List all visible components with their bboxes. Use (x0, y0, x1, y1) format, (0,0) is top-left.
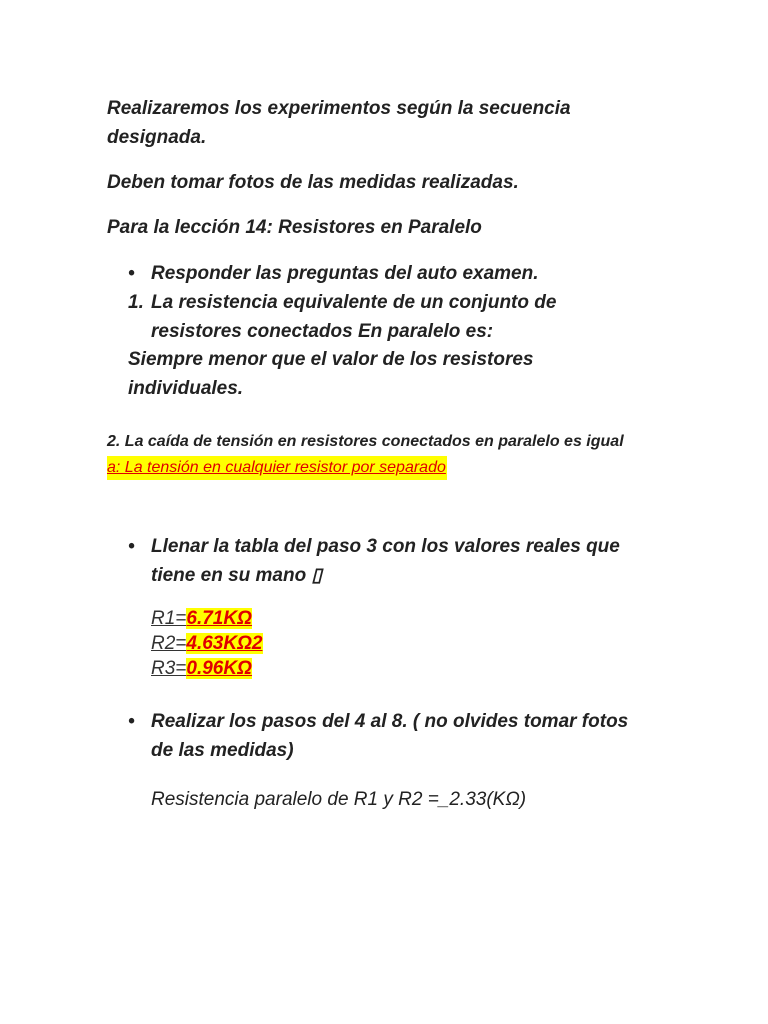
r2-row (151, 631, 263, 656)
steps-line-2: de las medidas) (151, 740, 294, 761)
table-step-line-1: Llenar la tabla del paso 3 con los valores reales que (151, 536, 620, 557)
r1-row (151, 606, 263, 631)
r2-label: R2= (151, 633, 187, 654)
table-step-text (151, 532, 651, 590)
question-1-text (151, 288, 651, 346)
bullet-marker: • (128, 263, 135, 284)
r3-value: 0.96KΩ (186, 658, 252, 679)
steps-line-1: Realizar los pasos del 4 al 8. ( no olvides tomar fotos (151, 711, 629, 732)
steps-text (151, 707, 651, 765)
r3-row (151, 656, 263, 681)
r3-label: R3= (151, 658, 187, 679)
answer-1-line-1: Siempre menor que el valor de los resistores (128, 349, 534, 370)
r1-label: R1= (151, 608, 187, 629)
selfexam-item-text: Responder las preguntas del auto examen. (151, 263, 539, 284)
intro-paragraph (107, 94, 667, 152)
question-2: 2. La caída de tensión en resistores conectados en paralelo es igual (107, 433, 624, 450)
answer-1-line-2: individuales. (128, 378, 244, 399)
parallel-resistance-result: Resistencia paralelo de R1 y R2 =_2.33(KΩ) (151, 789, 527, 810)
question-1-number: 1. (128, 292, 144, 313)
question-1-line-2: resistores conectados En paralelo es: (151, 321, 494, 342)
lesson-heading: Para la lección 14: Resistores en Paralelo (107, 217, 482, 238)
bullet-marker: • (128, 711, 135, 732)
intro-line-2: designada. (107, 127, 207, 148)
photos-instruction: Deben tomar fotos de las medidas realizadas. (107, 172, 519, 193)
resistor-values (151, 606, 263, 681)
table-step-line-2: tiene en su mano (151, 565, 312, 586)
bullet-marker: • (128, 536, 135, 557)
intro-line-1: Realizaremos los experimentos según la secuencia (107, 98, 571, 119)
r1-value: 6.71KΩ (186, 608, 252, 629)
answer-2-highlighted: a: La tensión en cualquier resistor por separado (107, 456, 447, 480)
r2-value: 4.63KΩ2 (186, 633, 263, 654)
answer-1 (128, 345, 668, 403)
missing-glyph-icon: ▯ (311, 565, 322, 586)
question-1-line-1: La resistencia equivalente de un conjunto de (151, 292, 557, 313)
